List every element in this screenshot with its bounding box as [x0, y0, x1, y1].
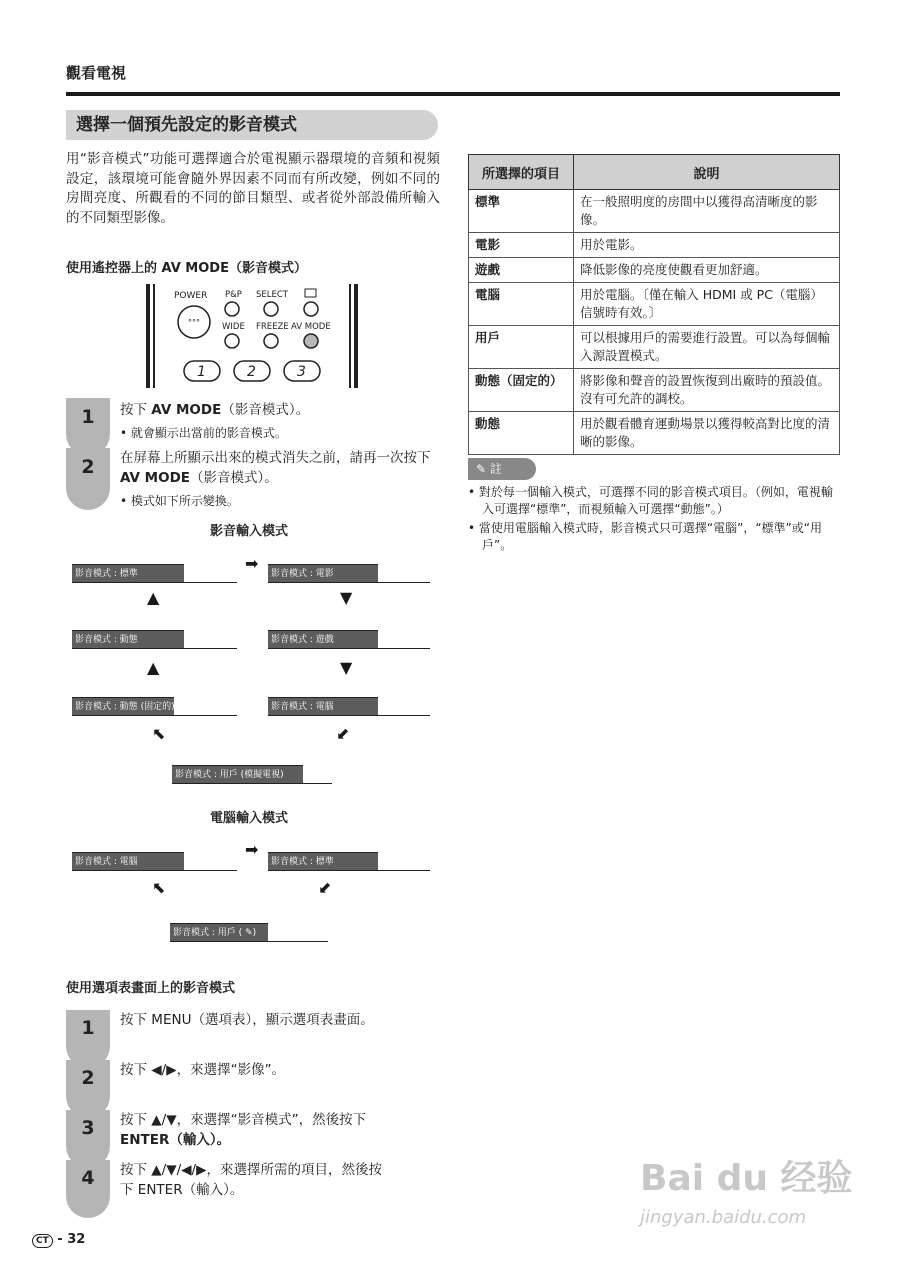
table-header-item: 所選擇的項目	[469, 155, 574, 190]
step-text: 按下 ▲/▼/◀/▶，來選擇所需的項目，然後按 下 ENTER（輸入）。	[120, 1162, 382, 1198]
note-pencil-icon: ✎	[476, 462, 487, 476]
table-row: 電腦 用於電腦。〔僅在輸入 HDMI 或 PC（電腦）信號時有效。〕	[469, 283, 840, 326]
step-badge: 2	[66, 1060, 110, 1118]
remote-edge-left-inner	[153, 284, 155, 388]
select-label: SELECT	[256, 290, 288, 300]
user-pen-icon: ✎	[245, 928, 253, 938]
step-badge: 1	[66, 398, 110, 456]
pp-button	[225, 302, 239, 316]
osd-box: 影音模式 : 動態	[72, 610, 237, 649]
remote-section-title: 使用遙控器上的 AV MODE（影音模式）	[66, 261, 307, 276]
subtitle-button	[304, 302, 318, 316]
arrow-right-icon: ➡	[245, 840, 259, 859]
section-title: 觀看電視	[66, 64, 127, 82]
step-text: 按下 AV MODE（影音模式）。	[120, 402, 310, 418]
arrow-down-left-icon: ⬋	[336, 724, 350, 743]
osd-box: 影音模式 : 用戶 ( ✎)	[170, 903, 328, 942]
table-row: 電影 用於電影。	[469, 233, 840, 258]
table-row: 遊戲 降低影像的亮度使觀看更加舒適。	[469, 258, 840, 283]
mode-table	[468, 154, 840, 455]
step-text: 按下 MENU（選項表），顯示選項表畫面。	[120, 1012, 374, 1028]
arrow-down-icon: ▼	[340, 658, 353, 677]
notes-list	[468, 484, 844, 556]
power-label: POWER	[174, 291, 208, 301]
subtitle-icon	[305, 289, 316, 297]
page-heading: 選擇一個預先設定的影音模式	[66, 110, 438, 140]
menu-section-title: 使用選項表畫面上的影音模式	[66, 981, 236, 996]
watermark-url: jingyan.baidu.com	[640, 1207, 807, 1228]
num2-label: 2	[247, 364, 256, 380]
remote-edge-right-inner	[349, 284, 351, 388]
arrow-up-left-icon: ⬉	[152, 724, 166, 743]
step-badge: 1	[66, 1010, 110, 1068]
power-dots-icon: °°°	[188, 318, 200, 327]
av-diagram-title: 影音輸入模式	[210, 524, 289, 539]
step-bullet: • 模式如下所示變換。	[120, 494, 239, 508]
arrow-up-left-icon: ⬉	[152, 878, 166, 897]
table-row: 動態（固定的） 將影像和聲音的設置恢復到出廠時的預設值。沒有可允許的調校。	[469, 369, 840, 412]
step-badge: 4	[66, 1160, 110, 1218]
osd-box: 影音模式 : 標準	[72, 544, 237, 583]
step-text: 按下 ▲/▼，來選擇“影音模式”，然後按下 ENTER（輸入）。	[120, 1112, 367, 1148]
pc-diagram-title: 電腦輸入模式	[210, 811, 289, 826]
arrow-right-icon: ➡	[245, 554, 259, 573]
freeze-button	[264, 334, 278, 348]
remote-edge-right	[354, 284, 358, 388]
note-item: • 對於每一個輸入模式，可選擇不同的影音模式項目。（例如，電視輸入可選擇“標準”，而視頻輸入可選擇“動態”。）	[468, 485, 833, 516]
header-rule	[66, 92, 840, 96]
wide-label: WIDE	[222, 322, 245, 332]
note-badge: ✎ 註	[468, 458, 536, 480]
osd-box: 影音模式 : 電腦	[268, 677, 430, 716]
avmode-button	[304, 334, 318, 348]
table-row: 動態 用於觀看體育運動場景以獲得較高對比度的清晰的影像。	[469, 412, 840, 455]
step-bullet: • 就會顯示出當前的影音模式。	[120, 426, 287, 440]
step-badge: 2	[66, 448, 110, 510]
page-number: CT - 32	[32, 1232, 85, 1248]
watermark-brand: Bai du 经验	[640, 1158, 853, 1199]
pp-label: P&P	[225, 290, 242, 300]
num1-label: 1	[197, 364, 206, 380]
freeze-label: FREEZE	[256, 322, 289, 332]
osd-box: 影音模式 : 動態 (固定的)	[72, 677, 237, 716]
note-item: • 當使用電腦輸入模式時，影音模式只可選擇“電腦”，“標準”或“用戶”。	[468, 521, 822, 552]
table-header-desc: 說明	[574, 155, 840, 190]
arrow-down-left-icon: ⬋	[318, 878, 332, 897]
table-row: 標準 在一般照明度的房間中以獲得高清晰度的影像。	[469, 190, 840, 233]
osd-box: 影音模式 : 電腦	[72, 832, 237, 871]
osd-box: 影音模式 : 標準	[268, 832, 430, 871]
arrow-down-icon: ▼	[340, 588, 353, 607]
select-button	[264, 302, 278, 316]
num3-label: 3	[297, 364, 306, 380]
remote-edge-left	[146, 284, 150, 388]
wide-button	[225, 334, 239, 348]
step-text: 按下 ◀/▶，來選擇“影像”。	[120, 1062, 286, 1078]
avmode-label: AV MODE	[291, 322, 331, 332]
intro-paragraph: 用“影音模式”功能可選擇適合於電視顯示器環境的音頻和視頻設定，該環境可能會隨外界因素不同而有所改變，例如不同的房間亮度、所觀看的不同的節目類型、或者從外部設備所輸入的不同類型影像。	[66, 151, 440, 226]
step-badge: 3	[66, 1110, 110, 1168]
step-text: 在屏幕上所顯示出來的模式消失之前，請再一次按下 AV MODE（影音模式）。	[120, 450, 431, 486]
remote-illustration	[146, 284, 358, 388]
osd-box: 影音模式 : 電影	[268, 544, 430, 583]
ct-badge: CT	[32, 1234, 53, 1248]
table-row: 用戶 可以根據用戶的需要進行設置。可以為每個輸入源設置模式。	[469, 326, 840, 369]
arrow-up-icon: ▲	[147, 588, 160, 607]
watermark	[640, 1150, 860, 1250]
osd-box: 影音模式 : 用戶 (模擬電視)	[172, 745, 332, 784]
osd-box: 影音模式 : 遊戲	[268, 610, 430, 649]
arrow-up-icon: ▲	[147, 658, 160, 677]
